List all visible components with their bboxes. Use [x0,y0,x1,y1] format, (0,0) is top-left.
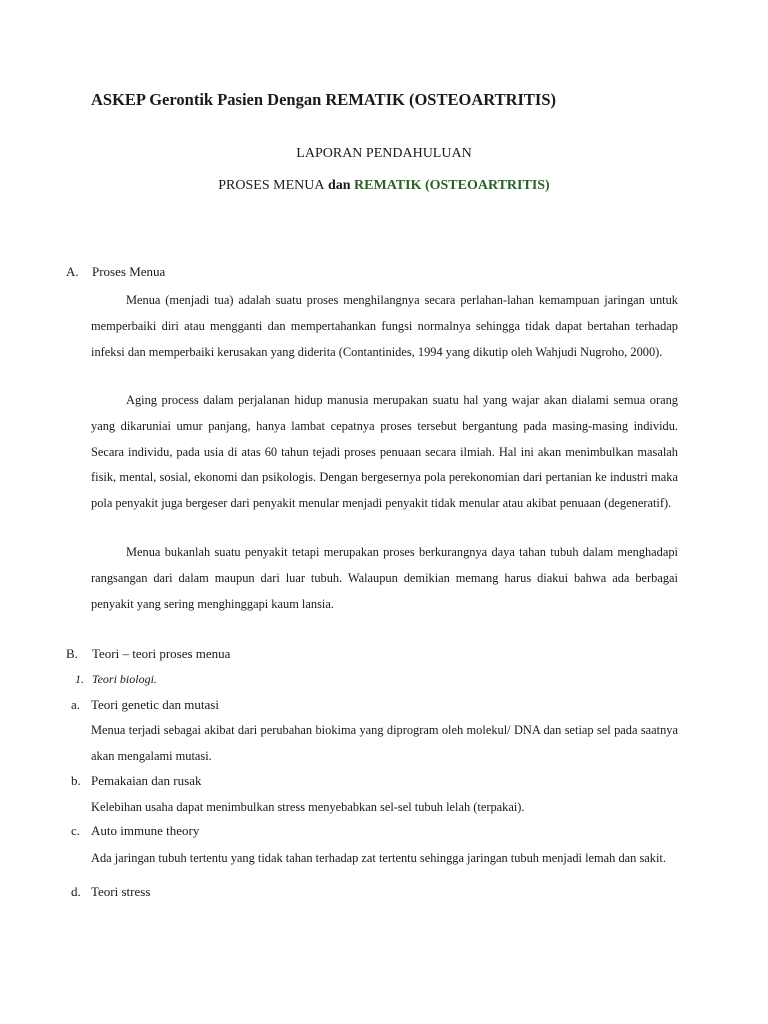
subsection-1-title: Teori biologi. [92,672,157,686]
subsection-1-number: 1. [75,672,84,686]
heading-proses-menua [0,178,768,194]
item-b-heading [71,773,201,789]
item-a-title: Teori genetic dan mutasi [91,697,219,712]
para-text: Aging process dalam perjalanan hidup manusia merupakan suatu hal yang wajar akan dialami semua orang yang dikaruniai umur panjang, hanya lambat cepatnya proses tersebut bergantung pada masing-masing individu. Secara individu, pada usia di atas 60 tahun tejadi proses penuaan secara ilmiah. Hal ini akan menimbulkan masalah fisik, mental, sosial, ekonomi dan psikologis. Dengan bergesernya pola perekonomian dari pertanian ke industri maka pola penyakit juga bergeser dari penyakit menular menjadi penyakit tidak menular atau akibat penuaan (degeneratif). [91,393,678,511]
item-b-text: Kelebihan usaha dapat menimbulkan stress menyebabkan sel-sel tubuh lelah (terpakai). [91,800,525,814]
section-a-paragraph-3 [91,540,678,617]
heading-dan: dan [324,178,355,193]
item-a-letter: a. [71,697,81,712]
document-title: ASKEP Gerontik Pasien Dengan REMATIK (OSTEOARTRITIS) [91,90,557,109]
section-b-title: Teori – teori proses menua [92,646,231,661]
item-c-title: Auto immune theory [91,823,200,838]
subsection-1-heading [75,672,157,687]
para-text: Menua bukanlah suatu penyakit tetapi merupakan proses berkurangnya daya tahan tubuh dalam menghadapi rangsangan dari dalam maupun dari luar tubuh. Walaupun demikian memang harus diakui bahwa ada berbagai penyakit yang sering menghinggapi kaum lansia. [91,545,678,611]
item-a-text: Menua terjadi sebagai akibat dari perubahan biokima yang diprogram oleh molekul/ DNA dan setiap sel pada saatnya akan mengalami mutasi. [91,723,678,763]
item-c-heading [71,823,199,839]
heading-accent: REMATIK (OSTEOARTRITIS) [354,178,550,193]
section-b-letter: B. [66,646,78,661]
section-a-title: Proses Menua [92,264,166,279]
item-c-letter: c. [71,823,81,838]
item-a-heading [71,697,219,713]
item-c-text: Ada jaringan tubuh tertentu yang tidak tahan terhadap zat tertentu sehingga jaringan tubuh menjadi lemah dan sakit. [91,851,666,865]
section-a-paragraph-2 [91,388,678,517]
heading-prefix: PROSES MENUA [218,178,325,193]
section-b-heading [66,646,230,662]
section-a-letter: A. [66,264,79,279]
item-b-letter: b. [71,773,81,788]
heading-laporan: LAPORAN PENDAHULUAN [296,146,472,161]
item-b-title: Pemakaian dan rusak [91,773,202,788]
section-a-paragraph-1 [91,288,678,365]
item-d-heading [71,884,150,900]
section-a-heading [66,264,165,280]
para-text: Menua (menjadi tua) adalah suatu proses menghilangnya secara perlahan-lahan kemampuan jaringan untuk memperbaiki diri atau mengganti dan mempertahankan fungsi normalnya sehingga tidak dapat bertahan terhadap infeksi dan memperbaiki kerusakan yang diderita (Contantinides, 1994 yang dikutip oleh Wahjudi Nugroho, 2000). [91,293,678,359]
item-d-title: Teori stress [91,884,151,899]
item-d-letter: d. [71,884,81,899]
